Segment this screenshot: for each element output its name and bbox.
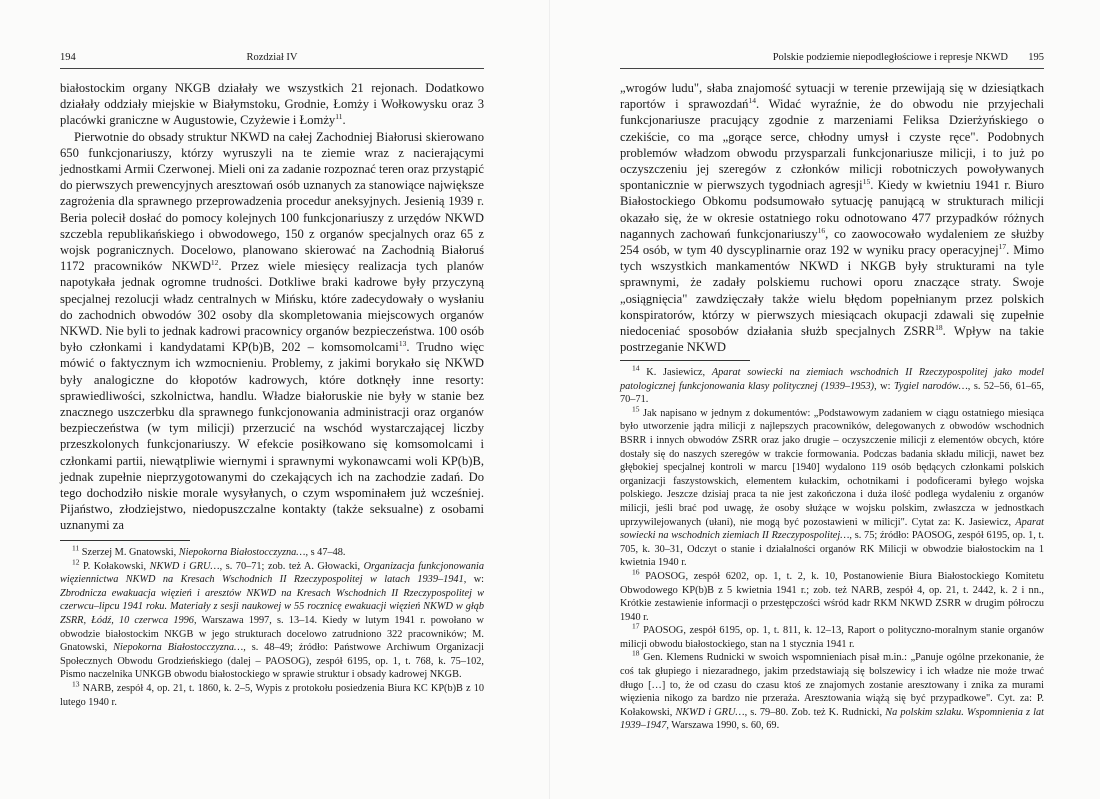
text-span: P. Kołakowski, <box>79 560 150 572</box>
right-page-number: 195 <box>1028 52 1044 63</box>
text-span: , Warszawa 1990, s. 60, 69. <box>666 720 780 732</box>
right-paragraph-1 <box>620 80 1044 355</box>
left-footnotes <box>60 543 484 709</box>
italic-title: Na polskim szlaku. Wspomnienia z lat 1939–1947 <box>620 706 1044 732</box>
footnote-12 <box>60 557 484 682</box>
right-running-header <box>620 52 1044 69</box>
text-span: K. Jasiewicz, <box>639 367 712 378</box>
text-span: . Przez wiele miesięcy realizacja tych planów napotykała jednak ogromne trudności. Dotkliwe braki kadrowe były przyczyną specjalnej rezolucji władz centralnych w Mińsku, które zadecydowały o wysłaniu do zachodnich obwodów 302 osoby dla skompletowania miejscowych organów NKWD. Nie byli to jednak kadrowi pracownicy organów bezpieczeństwa. 100 osób było członkami i kandydatami KP(b)B, 202 – komsomolcami <box>60 259 484 355</box>
italic-title: NKWD i GRU… <box>149 560 220 572</box>
footnote-15 <box>620 404 1044 570</box>
text-span: , co zaowocowało wydaleniem ze służby 254 osób, w tym 40 dyscyplinarnie oraz 192 w wyniku pracy operacyjnej <box>620 226 1044 258</box>
right-body-text <box>620 80 1044 355</box>
footnote-16 <box>620 567 1044 624</box>
left-paragraph-1 <box>60 80 484 129</box>
text-span: , s. 79–80. Zob. też K. Rudnicki, <box>744 706 886 718</box>
text-span: , Warszawa 1997, s. 13–14. Kiedy w lutym 1941 r. powołano w obwodzie białostockim NKGB w jego strukturach docelowo zatrudniono 322 pracowników; M. Gnatowski, <box>60 614 484 654</box>
italic-title: Niepokorna Białostocczyzna… <box>113 642 244 654</box>
footnote-ref-14[interactable]: 14 <box>748 96 756 106</box>
text-span: . Kiedy w kwietniu 1941 r. Biuro Białostockiego Obkomu podsumowało sytuację panującą w strukturach milicji okazało się, że w okresie ostatniego roku odnotowano 477 przypadków różnych nagannych zachowań funkcjonariuszy <box>620 178 1044 241</box>
footnote-ref-11[interactable]: 11 <box>335 112 343 122</box>
text-span: białostockim organy NKGB działały we wszystkich 21 rejonach. Dodatkowo działały oddziały miejskie w Białymstoku, Grodnie, Łomży i Wołkowysku oraz 3 placówki graniczne w Augustowie, Czyżewie i Łomży <box>60 81 484 128</box>
left-footnote-rule <box>60 540 190 541</box>
text-span: , s. 75; źródło: PAOSOG, zespół 6195, op. 1, t. 705, k. 30–31, Odczyt o stanie i działalności organów RK Milicji w obwodzie białostockim na 1 kwietnia 1940 r. <box>620 530 1044 569</box>
footnote-number: 18 <box>632 649 640 659</box>
text-span: Jak napisano w jednym z dokumentów: „Podstawowym zadaniem w ciągu ostatniego miesiąca było utworzenie jądra milicji z najlepszych pracowników, delegowanych z obwodów wschodnich BSRR i innych obwodów ZSRR oraz jako drugie – oczyszczenie milicji z elementów obcych, które dostały się do naszych szeregów w trakcie formowania. Podczas badania składu milicji, nawet bez głębokiej specjalnej kontroli w marcu [1940] wydalono 119 osób będących członkami polskich organizacji faszystowskich, elementem kułackim, ochotnikami i podoficerami byłego wojska polskiego. Jeszcze dzisiaj praca ta nie jest zakończona i duża ilość podlega wydaleniu z organów milicji, jeśli brać pod uwagę, że osoby służące w wojsku polskim, zwłaszcza w jednostkach uprzywilejowanych (ułani), nie mogą być pozostawieni w milicji". Cytat za: K. Jasiewicz, <box>620 407 1044 528</box>
footnote-11 <box>60 543 484 560</box>
footnote-number: 13 <box>72 679 80 689</box>
footnote-ref-15[interactable]: 15 <box>862 177 871 187</box>
text-span: Pierwotnie do obsady struktur NKWD na całej Zachodniej Białorusi skierowano 650 funkcjonariuszy, którzy wyruszyli na te ziemie wraz z nacierającymi jednostkami Armii Czerwonej. Mieli oni za zadanie rozpoznać teren oraz przystąpić do pierwszych prewencyjnych aresztowań osób uznanych za stanowiące największe zagrożenia dla sprawnego przeprowadzenia procedur aneksyjnych. Jesienią 1939 r. Beria polecił dosłać do pomocy kolejnych 100 funkcjonariuszy z urzędów NKWD szczebla republikańskiego i obwodowego, 150 z organów specjalnych oraz 65 z wojsk pogranicznych. Docelowo, planowano skierować na Zachodnią Białoruś 1172 pracowników NKWD <box>60 129 484 274</box>
text-span: , s. 70–71; zob. też A. Głowacki, <box>219 560 364 572</box>
text-span: . Mimo tych wszystkich mankamentów NKWD i NKGB były strukturami na tyle sprawnymi, że zadały polskiemu ruchowi oporu znaczące straty. Swoje „osiągnięcia" zawdzięczały także wielu błędom popełnianym przez polskich konspiratorów, którzy w pierwszych miesiącach okupacji zdawali się zupełnie niedoceniać sposobów działania służb specjalnych ZSRR <box>620 243 1044 339</box>
footnote-ref-16[interactable]: 16 <box>817 225 826 235</box>
italic-title: Aparat sowiecki na wschodnich ziemiach II Rzeczypospolitej… <box>620 516 1044 542</box>
right-footnotes <box>620 363 1044 733</box>
footnote-18 <box>620 651 1044 733</box>
text-span: , w: <box>874 380 894 392</box>
italic-title: Tygiel narodów… <box>893 380 968 392</box>
italic-title: Niepokorna Białostocczyzna… <box>178 547 306 558</box>
text-span: , s. 48–49; źródło: Państwowe Archiwum Organizacji Społecznych Obwodu Grodzieńskiego (dalej – PAOSOG), zespół 6195, op. 1, t. 768, k. 75–102, Pismo naczelnika UNKGB obwodu białostockiego w sprawie struktur i obsady kadrowej NKGB. <box>60 642 484 681</box>
text-span: . Trudno więc mówić o faktycznym ich wzmocnieniu. Problemy, z jakimi borykało się NKWD były analogiczne do kłopotów kadrowych, które dotknęły inne resorty: sprawiedliwości, szkolnictwa, handlu. Władze białoruskie nie były w stanie bez znacznego uszczerbku dla sprawnego funkcjonowania administracji oraz organów bezpieczeństwa (w tym milicji) przerzucić na wschód wystarczającej liczby przeszkolonych funkcjonariuszy. W efekcie posiłkowano się komsomolcami i członkami partii, niewątpliwie wiernymi i sprawnymi wykonawcami woli KP(b)B, jednak zupełnie nieprzygotowanymi do czekających ich na zachodzie zadań. Do tego dochodziło niskie morale wysyłanych, o czym wspominałem już wcześniej. Pijaństwo, złodziejstwo, niedopuszczalne kontakty (także seksualne) z osobami uznanymi za <box>60 340 484 533</box>
footnote-number: 16 <box>632 567 640 577</box>
italic-title: NKWD i GRU… <box>675 706 745 718</box>
italic-title: Organizacja funkcjonowania więziennictwa NKWD na Kresach Wschodnich II Rzeczypospolitej w latach 1939–1941 <box>60 560 484 586</box>
text-span: PAOSOG, zespół 6195, op. 1, t. 811, k. 12–13, Raport o polityczno-moralnym stanie organów milicji obwodu białostockiego, stan na 1 stycznia 1941 r. <box>620 625 1044 650</box>
footnote-ref-12[interactable]: 12 <box>210 258 219 268</box>
footnote-ref-13[interactable]: 13 <box>398 339 407 349</box>
footnote-ref-18[interactable]: 18 <box>935 322 943 332</box>
text-span: NARB, zespół 4, op. 21, t. 1860, k. 2–5, Wypis z protokołu posiedzenia Biura KC KP(b)B z 10 lutego 1940 r. <box>60 682 484 708</box>
footnote-number: 17 <box>632 621 640 631</box>
text-span: „wrogów ludu", słaba znajomość sytuacji w terenie przewijają się w dziesiątkach raportów i sprawozdań <box>620 81 1044 112</box>
footnote-number: 11 <box>72 543 80 553</box>
text-span: Gen. Klemens Rudnicki w swoich wspomnieniach pisał m.in.: „Panuje ogólne przekonanie, że coś tak głupiego i niezaradnego, jakim przedstawiają się bolszewicy i ich władze nie może trwać długo […] to, że od czasu do czasu ktoś ze znajomych zostanie aresztowany i znika za murami więzienia nikogo za bardzo nie przeraża. Aresztowania wiążą się być przypadkowe". Cyt. za: P. Kołakowski, <box>620 652 1044 718</box>
right-running-head: Polskie podziemie niepodległościowe i represje NKWD <box>772 52 1008 63</box>
text-span: , s 47–48. <box>305 547 346 558</box>
footnote-13 <box>60 679 484 709</box>
left-running-head: Rozdział IV <box>246 52 298 63</box>
text-span: , w: <box>463 574 484 586</box>
right-page <box>550 0 1100 799</box>
text-span: . Widać wyraźnie, że do obwodu nie przyjechali funkcjonariusze pracujący zgodnie z marzeniami Feliksa Dzierżyńskiego o czekiście, co ma „gorące serce, chłodny umysł i czyste ręce". Podobnych problemów władzom obwodu przysparzali funkcjonariusze milicji, i to już po oczyszczeniu jej szeregów z członków milicji robotniczych powoływanych spontanicznie w pierwszych tygodniach agresji <box>620 97 1045 193</box>
italic-title: Aparat sowiecki na ziemiach wschodnich II Rzeczypospolitej jako model patologicznej funkcjonowania klasy politycznej (1939–1953) <box>620 367 1044 392</box>
text-span: PAOSOG, zespół 6202, op. 1, t. 2, k. 10, Postanowienie Biura Białostockiego Komitetu Obwodowego KP(b)B z 5 kwietnia 1941 r.; zob. też NARB, zespół 4, op. 21, t. 2442, k. 2 i nn., Krótkie zestawienie informacji o przestępczości wśród kadr RKM NKWD ZSRR w drugim półroczu 1940 r. <box>620 570 1044 623</box>
left-body-text <box>60 80 484 534</box>
right-footnote-rule <box>620 360 750 361</box>
footnote-number: 14 <box>632 363 640 373</box>
left-page-number: 194 <box>60 52 76 63</box>
footnote-17 <box>620 621 1044 651</box>
footnote-14 <box>620 363 1044 407</box>
text-span: . Wpływ na takie postrzeganie NKWD <box>620 324 1044 355</box>
left-paragraph-2 <box>60 129 484 534</box>
text-span: . <box>342 113 346 128</box>
footnote-ref-17[interactable]: 17 <box>998 241 1007 251</box>
text-span: , s. 52–56, 61–65, 70–71. <box>620 380 1044 406</box>
text-span: Szerzej M. Gnatowski, <box>79 547 179 558</box>
footnote-number: 15 <box>632 404 640 414</box>
italic-title: Zbrodnicza ewakuacja więzień i aresztów NKWD na Kresach Wschodnich II Rzeczypospolitej w czerwcu–lipcu 1941 roku. Materiały z sesji naukowej w 55 rocznicę ewakuacji więzień NKWD w głąb ZSRR, Łódź, 10 czerwca 1996 <box>60 587 484 626</box>
left-running-header <box>60 52 484 69</box>
footnote-number: 12 <box>72 557 80 567</box>
